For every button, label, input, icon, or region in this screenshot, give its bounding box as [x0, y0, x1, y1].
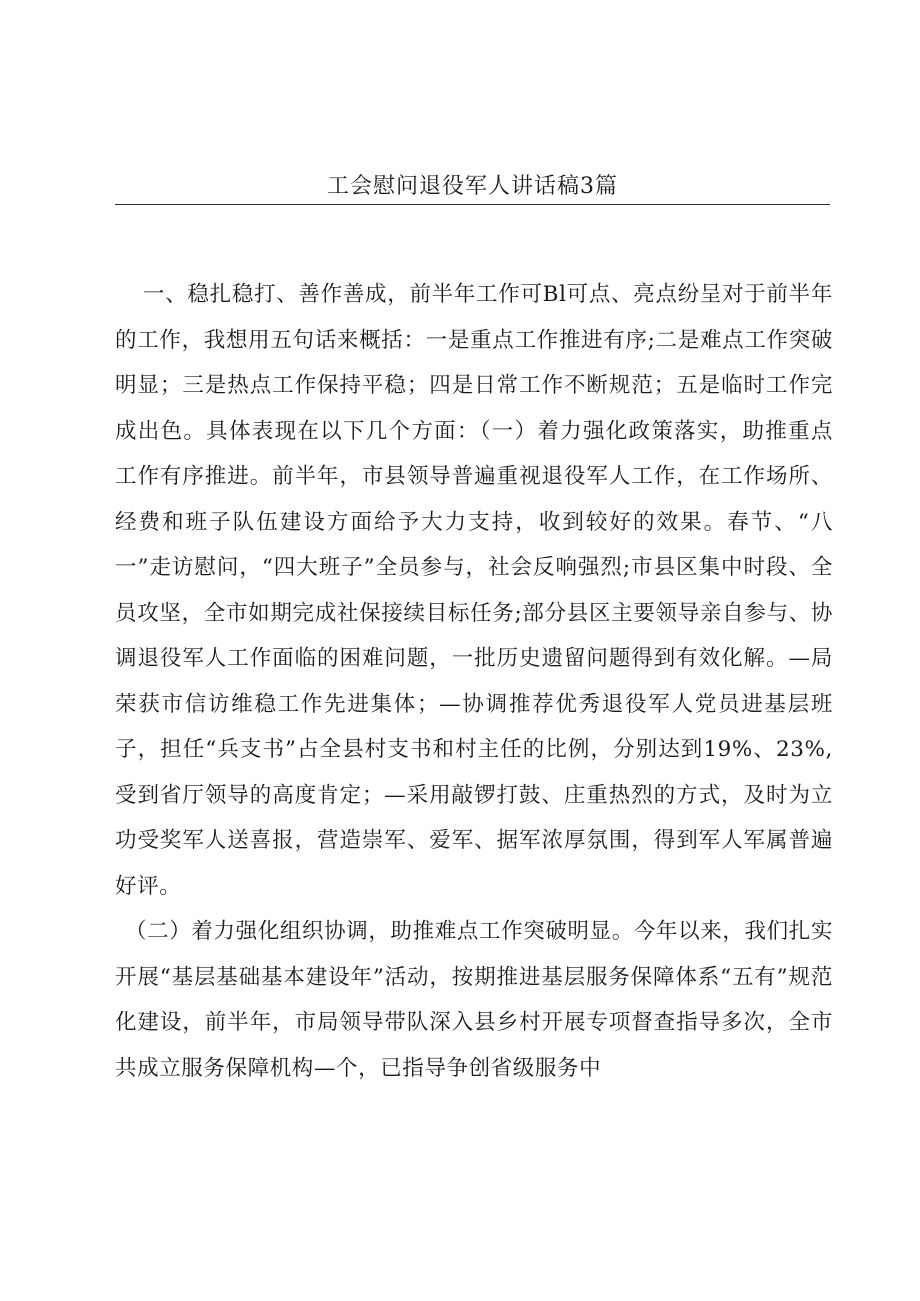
document-body: [115, 272, 833, 1091]
document-title: 工会慰问退役军人讲话稿3篇: [327, 174, 618, 199]
paragraph-2: （二）着力强化组织协调，助推难点工作突破明显。今年以来，我们扎实开展“基层基础基本建设年”活动，按期推进基层服务保障体系“五有”规范化建设，前半年，市局领导带队深入县乡村开展专项督查指导多次，全市共成立服务保障机构—个，已指导争创省级服务中: [115, 919, 833, 1081]
title-underline: [115, 204, 830, 205]
paragraph-1: 一、稳扎稳打、善作善成，前半年工作可Bl可点、亮点纷呈对于前半年的工作，我想用五句话来概括：一是重点工作推进有序;二是难点工作突破明显；三是热点工作保持平稳；四是日常工作不断规范；五是临时工作完成出色。具体表现在以下几个方面：（一）着力强化政策落实，助推重点工作有序推进。前半年，市县领导普遍重视退役军人工作，在工作场所、经费和班子队伍建设方面给予大力支持，收到较好的效果。春节、“八一”走访慰问，“四大班子”全员参与，社会反响强烈;市县区集中时段、全员攻坚，全市如期完成社保接续目标任务;部分县区主要领导亲自参与、协调退役军人工作面临的困难问题，一批历史遗留问题得到有效化解。—局荣获市信访维稳工作先进集体；—协调推荐优秀退役军人党员进基层班子，担任“兵支书”占全县村支书和村主任的比例，分别达到19%、23%,受到省厅领导的高度肯定；—采用敲锣打鼓、庄重热烈的方式，及时为立功受奖军人送喜报，营造崇军、爱军、据军浓厚氛围，得到军人军属普遍好评。: [115, 282, 833, 899]
